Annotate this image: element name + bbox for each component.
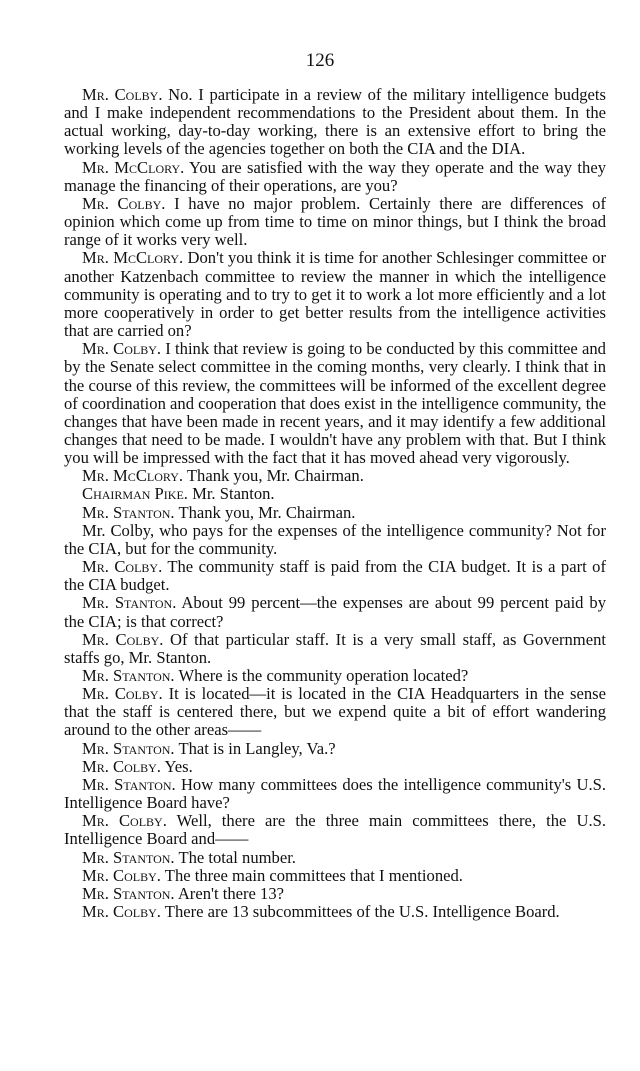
page-number: 126	[305, 50, 335, 71]
transcript-paragraph	[64, 195, 606, 249]
speaker-name: Mr. Colby.	[82, 629, 164, 649]
speaker-name: Mr. Colby.	[82, 85, 163, 104]
paragraph-text: You are satisfied with the way they operate and the way they manage the financing of their operations, are you?	[64, 157, 606, 195]
transcript-paragraph	[64, 249, 606, 340]
paragraph-text: Where is the community operation located?	[174, 666, 469, 685]
paragraph-text: Well, there are the three main committees there, the U.S. Intelligence Board and——	[64, 811, 606, 849]
transcript-paragraph	[64, 594, 606, 630]
transcript-paragraph	[64, 740, 606, 758]
speaker-name: Mr. McClory.	[82, 157, 185, 177]
transcript-paragraph	[64, 667, 606, 685]
transcript-paragraph	[64, 558, 606, 594]
transcript-paragraph	[64, 467, 606, 485]
transcript-paragraph	[64, 903, 606, 921]
speaker-name: Mr. McClory.	[82, 466, 184, 486]
speaker-name: Mr. Stanton.	[82, 847, 175, 867]
transcript-paragraph	[64, 849, 606, 867]
paragraph-text: I have no major problem. Certainly there are differences of opinion which come up from time to time on minor things, but I think the broad range of it works very well.	[64, 193, 606, 250]
paragraph-text: Of that particular staff. It is a very small staff, as Government staffs go, Mr. Stanton.	[64, 629, 606, 667]
paragraph-text: That is in Langley, Va.?	[174, 738, 336, 758]
transcript-paragraph	[64, 340, 606, 467]
paragraph-text: There are 13 subcommittees of the U.S. Intelligence Board.	[160, 902, 560, 922]
paragraph-text: Mr. Colby, who pays for the expenses of the intelligence community? Not for the CIA, but for the community.	[64, 520, 606, 558]
paragraph-text: The community staff is paid from the CIA budget. It is a part of the CIA budget.	[64, 557, 606, 595]
paragraph-text: It is located—it is located in the CIA Headquarters in the sense that the staff is centered there, but we expend quite a bit of effort wandering around to the other areas——	[64, 684, 606, 740]
paragraph-text: Mr. Stanton.	[187, 484, 275, 504]
paragraph-text: About 99 percent—the expenses are about 99 percent paid by the CIA; is that correct?	[64, 593, 606, 631]
speaker-name: Mr. Colby.	[82, 865, 161, 885]
speaker-name: Mr. Colby.	[82, 811, 167, 831]
speaker-name: Mr. Stanton.	[82, 593, 177, 613]
transcript-paragraph	[64, 159, 606, 195]
paragraph-text: The three main committees that I mentioned.	[160, 865, 463, 885]
speaker-name: Mr. Stanton.	[82, 738, 175, 758]
paragraph-text: Don't you think it is time for another Schlesinger committee or another Katzenbach committee to review the manner in which the intelligence community is operating and to try to get it to work a lot more efficiently and a lot more cooperatively in order to get better results from the intelligence activities that are carried on?	[64, 248, 606, 341]
speaker-name: Mr. Colby.	[82, 756, 161, 776]
paragraph-text: The total number.	[174, 847, 296, 867]
paragraph-text: How many committees does the intelligence community's U.S. Intelligence Board have?	[64, 774, 606, 813]
paragraph-text: I think that review is going to be conducted by this committee and by the Senate select committee in the coming months, very clearly. I think that in the course of this review, the committees will be informed of the excellent degree of coordination and cooperation that does exist in the intelligence community, the changes that have been made in recent years, and it may identify a few additional changes that need to be made. I wouldn't have any problem with that. But I think you will be impressed with the fact that it has moved ahead very vigorously.	[64, 339, 606, 468]
transcript-paragraph	[64, 86, 606, 159]
speaker-name: Mr. Stanton.	[82, 666, 175, 685]
paragraph-text: Aren't there 13?	[174, 883, 285, 903]
speaker-name: Chairman Pike.	[82, 484, 188, 504]
paragraph-text: No. I participate in a review of the military intelligence budgets and I make independent recommendations to the President about them. In the actual working, day-to-day working, there is an extensive effort to bring the working levels of the agencies together on both the CIA and the DIA.	[64, 85, 606, 159]
speaker-name: Mr. Colby.	[82, 902, 161, 922]
speaker-name: Mr. McClory.	[82, 248, 184, 268]
transcript-paragraph	[64, 504, 606, 522]
transcript-paragraph	[64, 812, 606, 848]
transcript-paragraph	[64, 522, 606, 558]
transcript-paragraph	[64, 631, 606, 667]
transcript-body	[64, 86, 606, 921]
speaker-name: Mr. Colby.	[82, 193, 166, 213]
transcript-paragraph	[64, 485, 606, 503]
paragraph-text: Thank you, Mr. Chairman.	[174, 502, 356, 522]
transcript-paragraph	[64, 885, 606, 903]
speaker-name: Mr. Stanton.	[82, 774, 176, 794]
speaker-name: Mr. Colby.	[82, 339, 162, 359]
transcript-paragraph	[64, 867, 606, 885]
speaker-name: Mr. Colby.	[82, 557, 163, 577]
transcript-paragraph	[64, 685, 606, 739]
transcript-paragraph	[64, 776, 606, 812]
speaker-name: Mr. Colby.	[82, 684, 163, 704]
transcript-paragraph	[64, 758, 606, 776]
speaker-name: Mr. Stanton.	[82, 502, 175, 522]
paragraph-text: Thank you, Mr. Chairman.	[183, 466, 364, 486]
speaker-name: Mr. Stanton.	[82, 883, 175, 903]
paragraph-text: Yes.	[160, 756, 193, 776]
